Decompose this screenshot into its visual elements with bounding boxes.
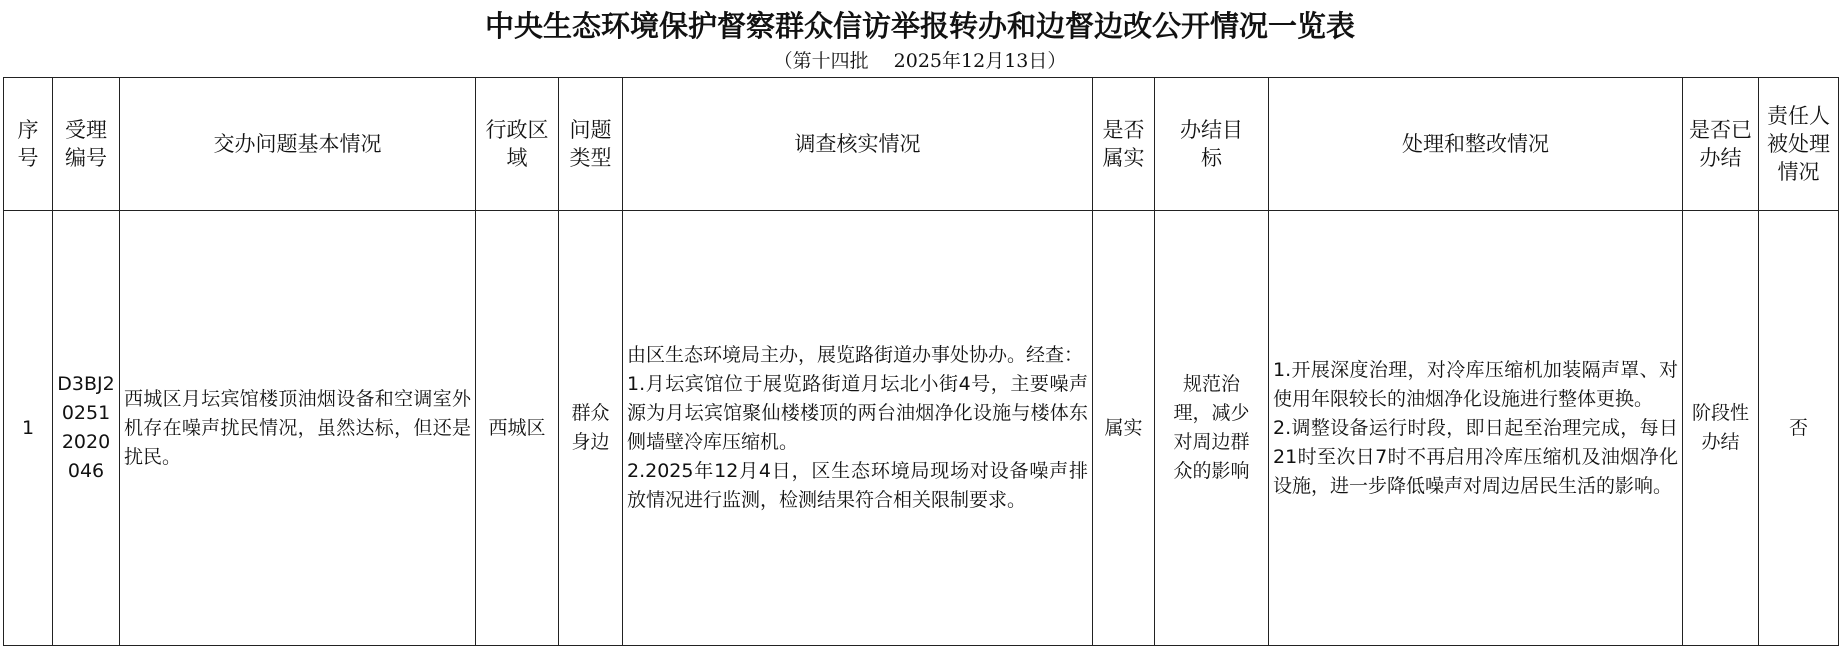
cell-case-id: D3BJ202512020046 [53, 211, 120, 646]
cell-investigation [623, 211, 1093, 646]
investigation-line: 由区生态环境局主办，展览路街道办事处协办。经查： [627, 344, 1084, 366]
header-issue: 交办问题基本情况 [120, 78, 476, 211]
table-row [4, 211, 1839, 646]
header-row [4, 78, 1839, 211]
header-target: 办结目标 [1155, 78, 1269, 211]
header-verified: 是否属实 [1093, 78, 1155, 211]
header-seq: 序号 [4, 78, 53, 211]
header-issue-type: 问题类型 [559, 78, 623, 211]
header-closed: 是否已办结 [1683, 78, 1759, 211]
handling-line: 2.调整设备运行时段，即日起至治理完成，每日21时至次日7时不再启用冷库压缩机及油烟净化设施，进一步降低噪声对周边居民生活的影响。 [1273, 416, 1678, 497]
header-district: 行政区域 [476, 78, 559, 211]
header-investigation: 调查核实情况 [623, 78, 1093, 211]
handling-line: 1.开展深度治理，对冷库压缩机加装隔声罩、对使用年限较长的油烟净化设施进行整体更换。 [1273, 358, 1678, 410]
header-case-id: 受理编号 [53, 78, 120, 211]
investigation-line: 2.2025年12月4日，区生态环境局现场对设备噪声排放情况进行监测，检测结果符合相关限制要求。 [627, 460, 1088, 511]
cell-issue: 西城区月坛宾馆楼顶油烟设备和空调室外机存在噪声扰民情况，虽然达标，但还是扰民。 [120, 211, 476, 646]
cell-verified: 属实 [1093, 211, 1155, 646]
complaint-table [3, 77, 1839, 646]
cell-target: 规范治理，减少对周边群众的影响 [1155, 211, 1269, 646]
header-accountability: 责任人被处理情况 [1759, 78, 1839, 211]
document-title: 中央生态环境保护督察群众信访举报转办和边督边改公开情况一览表 [484, 9, 1355, 43]
cell-seq: 1 [4, 211, 53, 646]
investigation-line: 1.月坛宾馆位于展览路街道月坛北小街4号，主要噪声源为月坛宾馆聚仙楼楼顶的两台油烟净化设施与楼体东侧墙壁冷库压缩机。 [627, 373, 1088, 453]
cell-district: 西城区 [476, 211, 559, 646]
cell-handling [1269, 211, 1683, 646]
cell-closed: 阶段性办结 [1683, 211, 1759, 646]
header-handling: 处理和整改情况 [1269, 78, 1683, 211]
cell-accountability: 否 [1759, 211, 1839, 646]
document-subtitle: （第十四批 2025年12月13日） [773, 50, 1067, 72]
cell-issue-type: 群众身边 [559, 211, 623, 646]
